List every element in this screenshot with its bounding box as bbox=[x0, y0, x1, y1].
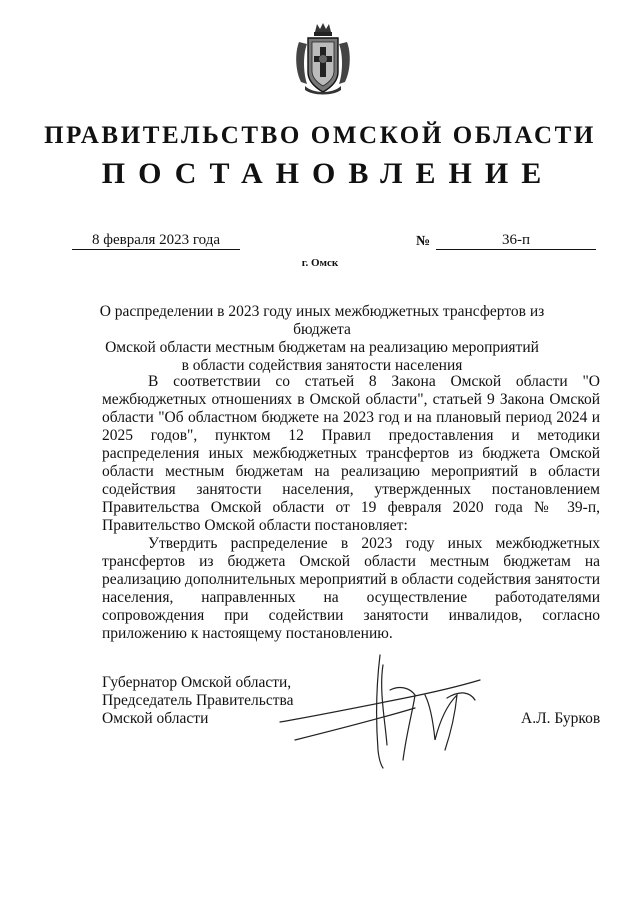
subject-line: в области содействия занятости населения bbox=[181, 357, 463, 374]
document-date: 8 февраля 2023 года bbox=[72, 232, 240, 250]
subject-line: Омской области местным бюджетам на реализацию мероприятий bbox=[105, 339, 539, 356]
signer-position-line: Председатель Правительства bbox=[102, 692, 294, 709]
number-sign: № bbox=[416, 234, 431, 249]
coat-of-arms-icon bbox=[293, 22, 353, 96]
document-number: 36-п bbox=[436, 232, 596, 250]
signer-name: А.Л. Бурков bbox=[521, 710, 601, 727]
handwritten-signature bbox=[275, 650, 495, 775]
signer-position-line: Омской области bbox=[102, 710, 209, 727]
organization-title: ПРАВИТЕЛЬСТВО ОМСКОЙ ОБЛАСТИ bbox=[44, 122, 596, 149]
body-paragraph: В соответствии со статьей 8 Закона Омской области "О межбюджетных отношениях в Омской области", статьей 9 Закона Омской области "Об областном бюджете на 2023 год и на плановый период 2024 и 2025 годов", пунктом 12 Правил предоставления и методики распределения иных межбюджетных трансфертов из бюджета Омской области местным бюджетам на реализацию мероприятий в области содействия занятости населения, утвержденных постановлением Правительства Омской области от 19 февраля 2020 года № 39-п, Правительство Омской области постановляет: bbox=[102, 373, 600, 534]
document-type-title: ПОСТАНОВЛЕНИЕ bbox=[101, 157, 555, 190]
signer-position bbox=[102, 674, 294, 728]
document-subject bbox=[96, 303, 548, 375]
document-city: г. Омск bbox=[301, 257, 339, 269]
signer-position-line: Губернатор Омской области, bbox=[102, 674, 292, 691]
body-paragraph: Утвердить распределение в 2023 году иных межбюджетных трансфертов из бюджета Омской области местным бюджетам на реализацию дополнительных мероприятий в области содействия занятости населения, направленных на осуществление работодателями сопровождения при содействии занятости инвалидов, согласно приложению к настоящему постановлению. bbox=[102, 535, 600, 642]
document-body bbox=[102, 373, 600, 643]
subject-line: О распределении в 2023 году иных межбюджетных трансфертов из бюджета bbox=[99, 303, 545, 338]
